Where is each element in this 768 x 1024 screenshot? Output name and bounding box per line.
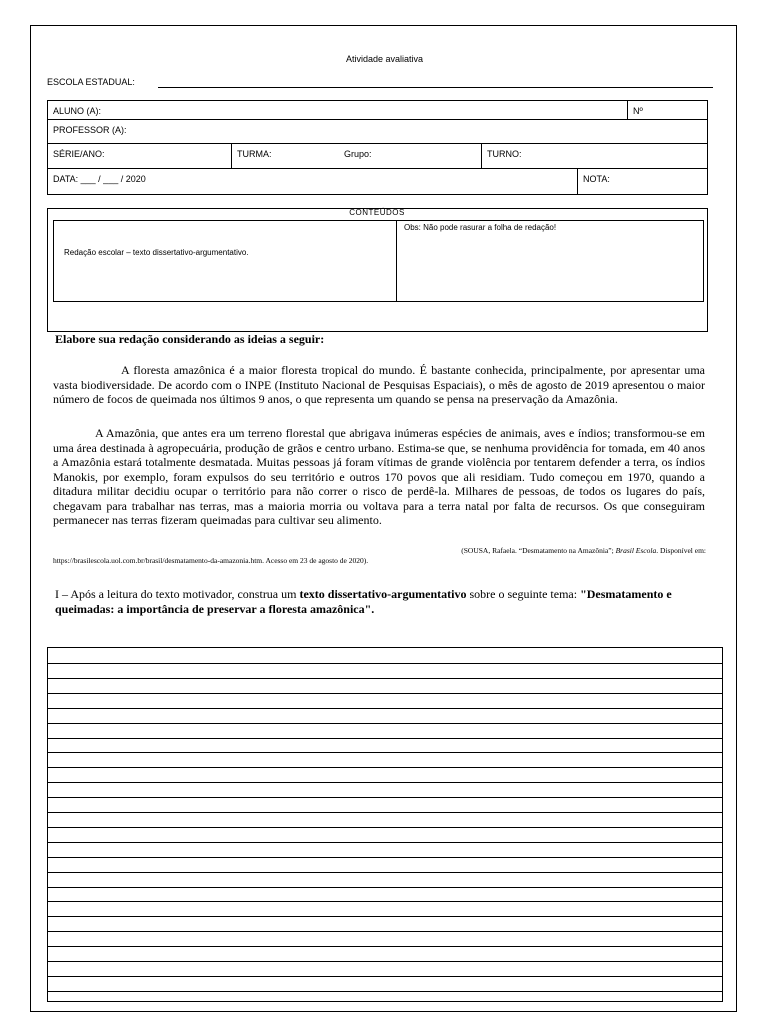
instruction-genre: texto dissertativo-argumentativo: [299, 587, 467, 601]
conteudos-left-box: [53, 220, 397, 302]
data-label: DATA: ___ / ___ / 2020: [53, 174, 146, 184]
professor-label: PROFESSOR (A):: [53, 125, 127, 135]
turno-field[interactable]: [481, 143, 708, 169]
escola-label: ESCOLA ESTADUAL:: [47, 77, 135, 87]
page-title: Atividade avaliativa: [345, 54, 424, 64]
writing-line[interactable]: [48, 857, 722, 858]
nota-label: NOTA:: [583, 174, 610, 184]
writing-line[interactable]: [48, 842, 722, 843]
writing-line[interactable]: [48, 767, 722, 768]
turno-label: TURNO:: [487, 149, 522, 159]
writing-line[interactable]: [48, 723, 722, 724]
writing-line[interactable]: [48, 678, 722, 679]
aluno-label: ALUNO (A):: [53, 106, 102, 116]
writing-line[interactable]: [48, 663, 722, 664]
writing-line[interactable]: [48, 901, 722, 902]
citation: [53, 546, 706, 566]
writing-line[interactable]: [48, 961, 722, 962]
worksheet-page: [30, 25, 737, 1012]
writing-line[interactable]: [48, 872, 722, 873]
writing-line[interactable]: [48, 991, 722, 992]
paragraph-2: A Amazônia, que antes era um terreno florestal que abrigava inúmeras espécies de animais, aves e índios; transformou-se em uma área destinada à agropecuária, produção de grãos e centro urbano. Estima-se que, se nenhuma providência for tomada, em 40 anos a Amazônia estará totalmente desmatada. Muitas pessoas já foram vítimas de grande violência por tentarem defender a terra, os índios Manokis, por exemplo, foram expulsos do seu território e outros 170 povos que ali residiam. Tudo começou em 1970, quando a ditadura militar decidiu ocupar o território para não correr o risco de perdê-la. Milhares de pessoas, de todos os lugares do país, chegavam para trabalhar nas terras, mas a maioria morria ou voltava para a terra natal por falta de recursos. Os que conseguiram permanecer nas terras fizeram queimadas para cultivar seu alimento.: [53, 426, 705, 527]
writing-line[interactable]: [48, 752, 722, 753]
writing-line[interactable]: [48, 887, 722, 888]
numero-label: Nº: [633, 106, 643, 116]
writing-line[interactable]: [48, 738, 722, 739]
writing-area[interactable]: [47, 647, 723, 1002]
nota-field[interactable]: [577, 168, 708, 195]
conteudos-obs-box: [396, 220, 704, 302]
writing-line[interactable]: [48, 931, 722, 932]
instruction-theme: "Desmatamento e queimadas: a importância de preservar a floresta amazônica".: [55, 587, 672, 616]
citation-part2: . Disponível em:: [656, 546, 706, 555]
serie-field[interactable]: [47, 143, 232, 169]
citation-source: Brasil Escola: [615, 546, 657, 555]
instruction-middle: sobre o seguinte tema:: [466, 587, 581, 601]
citation-url: https://brasilescola.uol.com.br/brasil/desmatamento-da-amazonia.htm. Acesso em 23 de agosto de 2020).: [53, 556, 369, 565]
serie-label: SÉRIE/ANO:: [53, 149, 105, 159]
writing-line[interactable]: [48, 916, 722, 917]
numero-field[interactable]: [627, 100, 708, 120]
paragraph-1: A floresta amazônica é a maior floresta tropical do mundo. É bastante conhecida, principalmente, por apresentar uma vasta biodiversidade. De acordo com o INPE (Instituto Nacional de Pesquisas Espaciais), o mês de agosto de 2019 apresentou o maior número de focos de queimada nos últimos 9 anos, o que representa um quando se pensa na preservação da Amazônia.: [53, 363, 705, 406]
writing-line[interactable]: [48, 812, 722, 813]
instruction: [55, 587, 695, 617]
turma-label: TURMA:: [237, 149, 272, 159]
writing-line[interactable]: [48, 827, 722, 828]
escola-field-line[interactable]: [158, 87, 713, 88]
data-field[interactable]: [47, 168, 578, 195]
writing-line[interactable]: [48, 946, 722, 947]
citation-part1: (SOUSA, Rafaela. “Desmatamento na Amazônia”;: [461, 546, 616, 555]
writing-line[interactable]: [48, 797, 722, 798]
writing-line[interactable]: [48, 708, 722, 709]
conteudos-description: Redação escolar – texto dissertativo-argumentativo.: [64, 248, 249, 257]
grupo-label: Grupo:: [344, 149, 372, 159]
prompt-heading: Elabore sua redação considerando as ideias a seguir:: [55, 332, 325, 346]
conteudos-title: CONTEÚDOS: [349, 208, 405, 217]
aluno-field[interactable]: [47, 100, 628, 120]
writing-line[interactable]: [48, 693, 722, 694]
writing-line[interactable]: [48, 782, 722, 783]
professor-field[interactable]: [47, 119, 708, 144]
conteudos-obs: Obs: Não pode rasurar a folha de redação!: [404, 223, 557, 232]
writing-line[interactable]: [48, 976, 722, 977]
instruction-prefix: I – Após a leitura do texto motivador, construa um: [55, 587, 300, 601]
